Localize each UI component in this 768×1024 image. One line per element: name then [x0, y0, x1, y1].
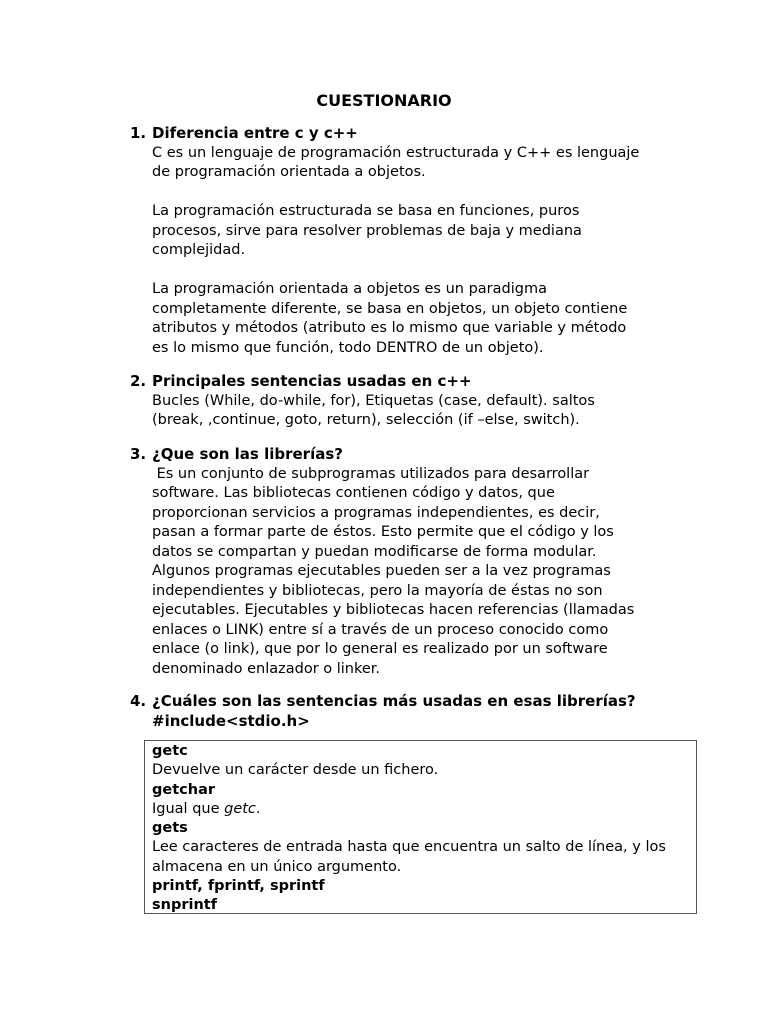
question-item-2 — [130, 372, 690, 431]
function-name-gets: gets — [152, 820, 188, 837]
answer-line: de programación orientada a objetos. — [152, 164, 426, 180]
answer-line: C es un lenguaje de programación estructurada y C++ es lenguaje — [152, 144, 640, 161]
answer-line: complejidad. — [152, 242, 246, 258]
question-number: 4. — [130, 692, 147, 710]
function-reference: getc — [224, 800, 256, 817]
answer-line: completamente diferente, se basa en objetos, un objeto contiene — [152, 300, 628, 317]
answer-line: procesos, sirve para resolver problemas de baja y mediana — [152, 222, 582, 239]
function-reference-box — [144, 740, 697, 914]
desc-text: . — [255, 800, 261, 817]
question-number: 2. — [130, 372, 147, 390]
question-heading: Principales sentencias usadas en c++ — [152, 372, 472, 390]
question-number: 3. — [130, 445, 147, 463]
function-desc-gets: almacena en un único argumento. — [152, 858, 402, 875]
answer-line: Algunos programas ejecutables pueden ser a la vez programas — [152, 563, 611, 579]
function-name-getc: getc — [152, 743, 188, 759]
question-number: 1. — [130, 124, 147, 142]
question-heading: Diferencia entre c y c++ — [152, 124, 358, 142]
answer-line: (break, ,continue, goto, return), selección (if –else, switch). — [152, 412, 580, 428]
question-item-4 — [130, 692, 690, 731]
answer-line: denominado enlazador o linker. — [152, 660, 381, 677]
function-name-printf: printf, fprintf, sprintf — [152, 878, 325, 895]
answer-line: proporcionan servicios a programas independientes, es decir, — [152, 504, 600, 521]
answer-line: atributos y métodos (atributo es lo mismo que variable y método — [152, 320, 627, 336]
question-heading: ¿Cuáles son las sentencias más usadas en esas librerías? — [152, 692, 636, 710]
function-desc-getchar — [152, 800, 689, 819]
question-item-1 — [130, 124, 690, 358]
answer-line: Bucles (While, do-while, for), Etiquetas (case, default). saltos — [152, 392, 595, 409]
desc-text: Igual que — [152, 800, 225, 817]
question-item-3 — [130, 445, 690, 679]
answer-line: La programación orientada a objetos es un paradigma — [152, 281, 547, 297]
document-title: CUESTIONARIO — [316, 91, 452, 110]
function-name-snprintf: snprintf — [152, 897, 218, 914]
answer-line: ejecutables. Ejecutables y bibliotecas hacen referencias (llamadas — [152, 602, 635, 618]
function-desc-gets: Lee caracteres de entrada hasta que encuentra un salto de línea, y los — [152, 839, 666, 856]
answer-line: software. Las bibliotecas contienen código y datos, que — [152, 485, 555, 501]
answer-line: La programación estructurada se basa en funciones, puros — [152, 203, 580, 219]
function-name-getchar: getchar — [152, 781, 215, 798]
answer-line: Es un conjunto de subprogramas utilizados para desarrollar — [152, 465, 590, 482]
answer-line: enlaces o LINK) entre sí a través de un proceso conocido como — [152, 621, 609, 638]
answer-line: es lo mismo que función, todo DENTRO de un objeto). — [152, 339, 544, 356]
answer-line: pasan a formar parte de éstos. Esto permite que el código y los — [152, 524, 614, 540]
function-desc-getc: Devuelve un carácter desde un fichero. — [152, 762, 439, 779]
question-heading: ¿Que son las librerías? — [152, 445, 343, 463]
answer-line: datos se compartan y puedan modificarse de forma modular. — [152, 543, 597, 560]
answer-line: independientes y bibliotecas, pero la mayoría de éstas no son — [152, 582, 603, 599]
answer-line: enlace (o link), que por lo general es realizado por un software — [152, 641, 608, 657]
include-directive: #include<stdio.h> — [152, 711, 310, 730]
